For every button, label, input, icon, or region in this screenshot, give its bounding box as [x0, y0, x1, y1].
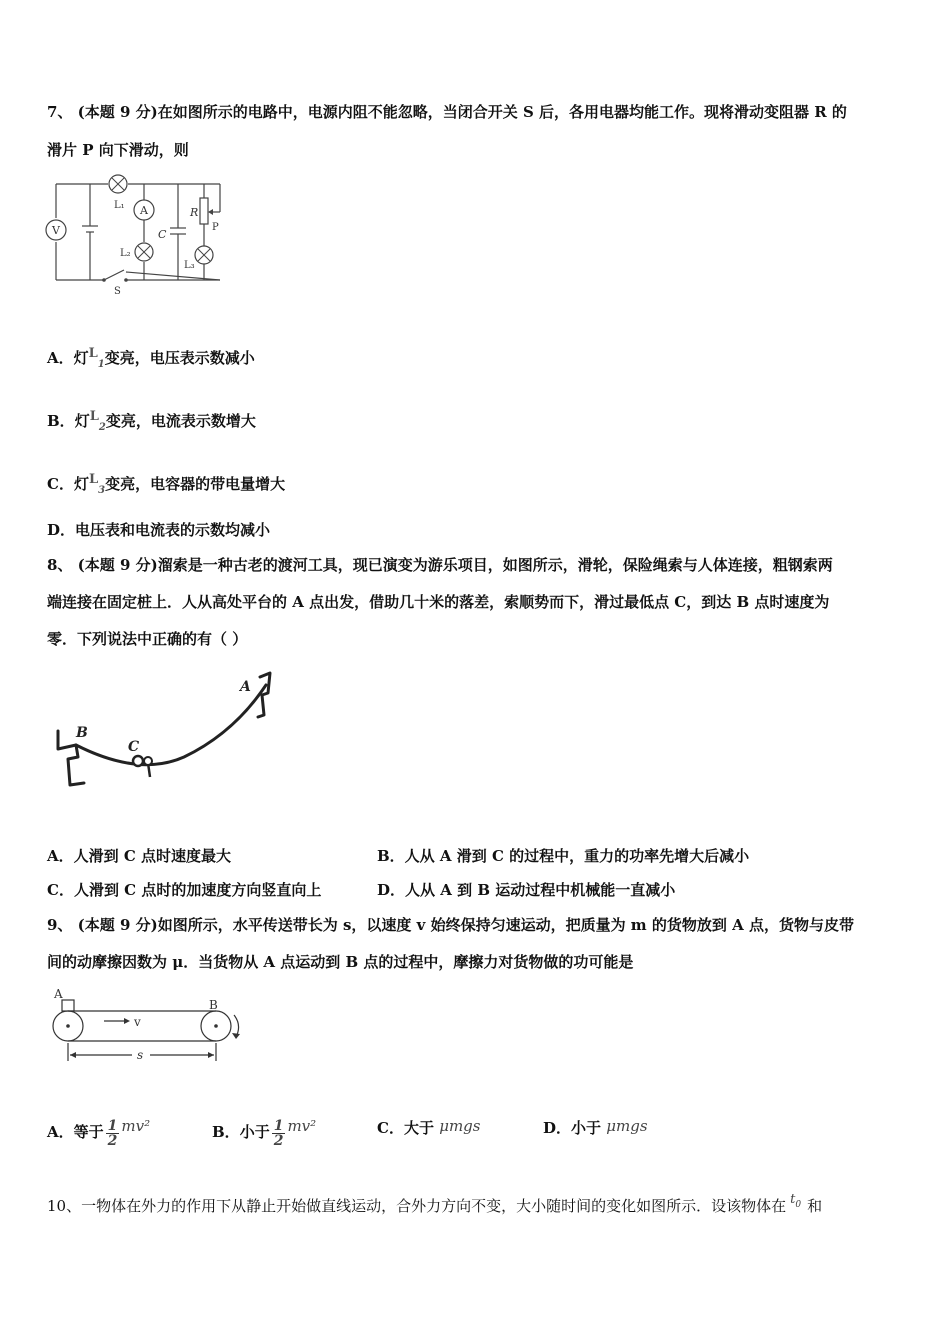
q7-stem-line2: 滑片 P 向下滑动，则 — [47, 141, 189, 159]
q7-option-b — [47, 407, 256, 438]
q9-option-b-letter: B． — [212, 1123, 240, 1141]
q10-stem-pre: 10、一物体在外力的作用下从静止开始做直线运动，合外力方向不变，大小随时间的变化如图所示．设该物体在 — [47, 1197, 787, 1215]
q10-stem-line1 — [47, 1190, 822, 1216]
q9-option-a-numerator: 1 — [107, 1117, 118, 1134]
q9-length-label: s — [137, 1048, 144, 1062]
q7-option-d-letter: D． — [47, 521, 76, 539]
q7-capacitor-label: C — [158, 228, 167, 241]
q9-option-b — [212, 1104, 316, 1154]
q8-point-b-label: B — [76, 725, 88, 741]
q7-option-a — [47, 344, 255, 375]
q9-option-b-text: 小于 — [239, 1123, 270, 1141]
q7-ammeter-label: A — [140, 204, 148, 217]
q8-option-a: A．人滑到 C 点时速度最大 — [47, 847, 232, 865]
q9-option-c-expr: μmgs — [439, 1117, 481, 1135]
q8-option-c: C．人滑到 C 点时的加速度方向竖直向上 — [47, 881, 322, 899]
q7-circuit-diagram — [44, 172, 224, 300]
q7-l1-label: L₁ — [114, 200, 125, 211]
q9-stem-line1: 9、 (本题 9 分)如图所示，水平传送带长为 s，以速度 v 始终保持匀速运动，把质量为 m 的货物放到 A 点，货物与皮带 — [47, 916, 854, 934]
q9-stem-line2: 间的动摩擦因数为 μ．当货物从 A 点运动到 B 点的过程中，摩擦力对货物做的功可能是 — [47, 953, 634, 971]
q7-resistor-label: R — [190, 206, 199, 219]
q7-option-b-symbol: L — [89, 409, 99, 424]
q8-option-b: B．人从 A 滑到 C 的过程中，重力的功率先增大后减小 — [377, 847, 750, 865]
q8-zipline-diagram — [44, 665, 284, 815]
q9-velocity-label: v — [134, 1015, 141, 1029]
q10-t-subscript: 0 — [795, 1200, 802, 1210]
q7-voltmeter-label: V — [52, 224, 60, 237]
q7-stem-line1: 7、 (本题 9 分)在如图所示的电路中，电源内阻不能忽略，当闭合开关 S 后，各用电器均能工作。现将滑动变阻器 R 的 — [47, 103, 847, 121]
q9-option-a-letter: A． — [47, 1123, 74, 1141]
q9-option-a-expr: mv² — [121, 1117, 151, 1135]
q7-option-c-pre: 灯 — [73, 475, 89, 493]
q9-option-a — [47, 1104, 150, 1154]
q9-option-d-expr: μmgs — [606, 1117, 648, 1135]
q9-point-b-label: B — [209, 998, 218, 1012]
q9-conveyor-diagram — [44, 985, 254, 1065]
q7-option-a-symbol: L — [88, 346, 98, 361]
q7-option-b-sub: 2 — [98, 422, 106, 433]
q8-stem-line1: 8、 (本题 9 分)溜索是一种古老的渡河工具，现已演变为游乐项目，如图所示，滑轮，保险绳索与人体连接，粗钢索两 — [47, 556, 833, 574]
q10-stem-post: 和 — [807, 1197, 823, 1215]
q9-option-b-numerator: 1 — [273, 1117, 284, 1134]
q7-option-d-text: 电压表和电流表的示数均减小 — [75, 521, 271, 539]
q7-option-c-post: 变亮，电容器的带电量增大 — [105, 475, 286, 493]
q7-switch-label: S — [114, 286, 121, 297]
q7-option-a-letter: A． — [47, 349, 74, 367]
q9-option-c-letter: C． — [377, 1119, 404, 1137]
q8-point-c-label: C — [128, 739, 140, 755]
q9-option-c-text: 大于 — [403, 1119, 434, 1137]
q7-option-a-sub: 1 — [97, 359, 105, 370]
q8-stem-line2: 端连接在固定桩上．人从高处平台的 A 点出发，借助几十米的落差，索顺势而下，滑过最低点 C，到达 B 点时速度为 — [47, 593, 830, 611]
q7-option-c — [47, 470, 285, 501]
q7-option-b-letter: B． — [47, 412, 75, 430]
q7-option-d — [47, 520, 270, 540]
q9-option-a-text: 等于 — [73, 1123, 104, 1141]
q7-l2-label: L₂ — [120, 248, 131, 259]
q7-l3-label: L₃ — [184, 260, 195, 271]
q7-option-a-pre: 灯 — [73, 349, 89, 367]
q8-stem-line3: 零．下列说法中正确的有（ ） — [47, 630, 248, 648]
q7-option-b-pre: 灯 — [74, 412, 90, 430]
q9-option-c — [377, 1116, 480, 1138]
q8-point-a-label: A — [240, 679, 251, 695]
q9-option-b-expr: mv² — [287, 1117, 317, 1135]
q9-option-d-letter: D． — [543, 1119, 572, 1137]
q9-option-a-denominator: 2 — [107, 1132, 118, 1149]
q7-option-c-sub: 3 — [98, 485, 106, 496]
q7-slider-label: P — [212, 222, 219, 233]
q9-option-b-fraction — [272, 1119, 286, 1148]
q9-point-a-label: A — [54, 987, 63, 1001]
q9-option-b-denominator: 2 — [273, 1132, 284, 1149]
q8-option-d: D．人从 A 到 B 运动过程中机械能一直减小 — [377, 881, 676, 899]
q10-t-symbol: t — [790, 1192, 796, 1207]
q9-option-d-text: 小于 — [571, 1119, 602, 1137]
q7-option-c-symbol: L — [88, 472, 99, 487]
q7-option-c-letter: C． — [47, 475, 74, 493]
q7-option-b-post: 变亮，电流表示数增大 — [105, 412, 256, 430]
q9-option-d — [543, 1116, 648, 1138]
q9-option-a-fraction — [106, 1119, 120, 1148]
q7-option-a-post: 变亮，电压表示数减小 — [104, 349, 255, 367]
